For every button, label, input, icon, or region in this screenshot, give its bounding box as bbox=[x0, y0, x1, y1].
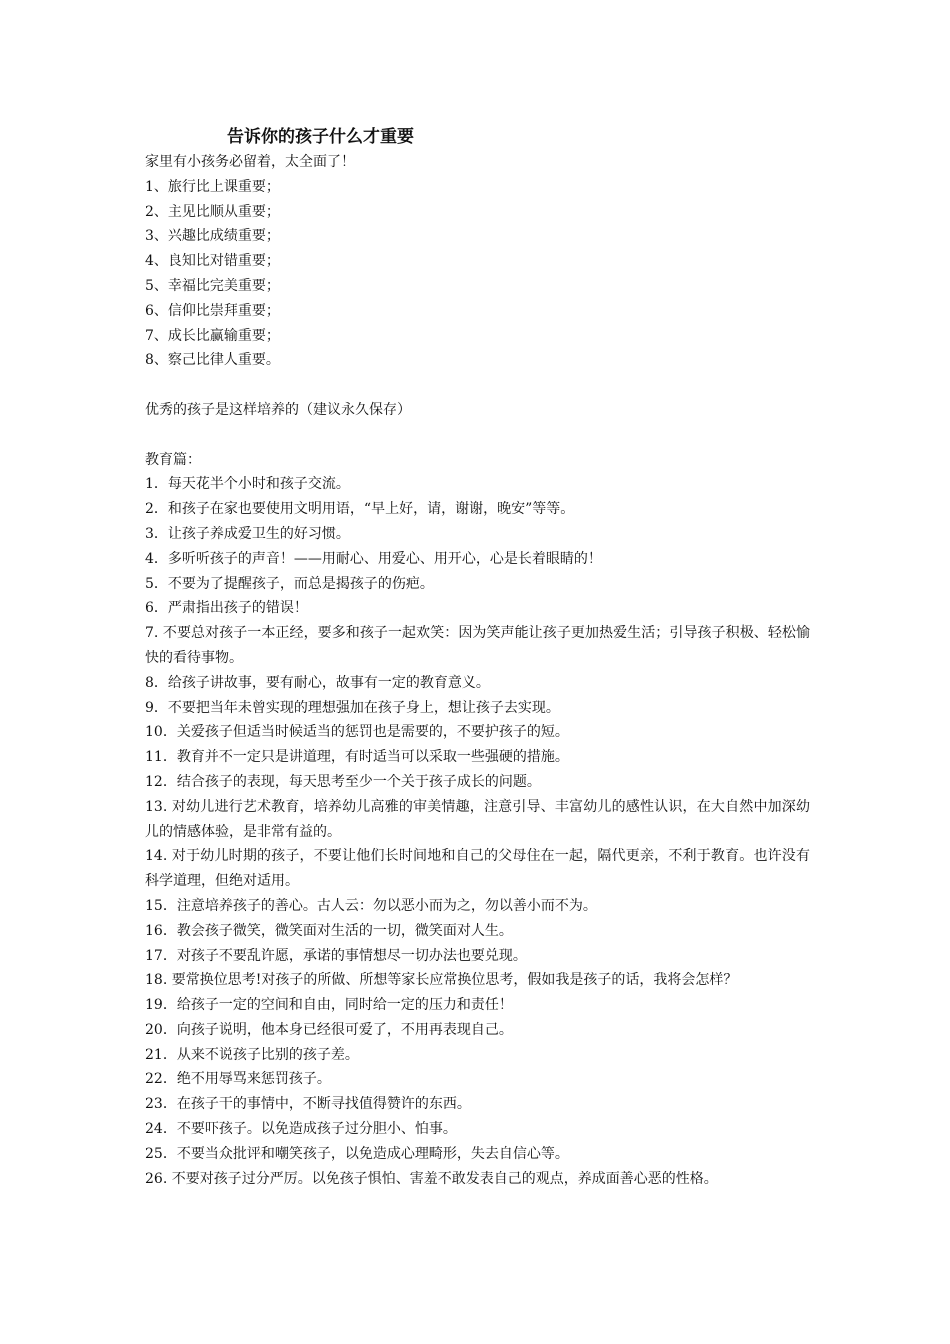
education-item: 3．让孩子养成爱卫生的好习惯。 bbox=[145, 525, 350, 542]
blank-line bbox=[145, 373, 810, 398]
education-item: 21．从来不说孩子比别的孩子差。 bbox=[145, 1046, 359, 1063]
priority-item: 5、幸福比完美重要； bbox=[145, 277, 280, 294]
education-item: 13. 对幼儿进行艺术教育，培养幼儿高雅的审美情趣，注意引导、丰富幼儿的感性认识，在大自然中加深幼儿的情感体验，是非常有益的。 bbox=[145, 798, 810, 840]
education-heading: 教育篇： bbox=[145, 451, 201, 468]
education-item: 15．注意培养孩子的善心。古人云：勿以恶小而为之，勿以善小而不为。 bbox=[145, 897, 597, 914]
priority-item: 8、察己比律人重要。 bbox=[145, 352, 280, 369]
document-title: 告诉你的孩子什么才重要 bbox=[227, 127, 414, 147]
education-item: 26. 不要对孩子过分严厉。以免孩子惧怕、害羞不敢发表自己的观点，养成面善心恶的性格。 bbox=[145, 1170, 718, 1187]
priority-item: 3、兴趣比成绩重要； bbox=[145, 228, 280, 245]
education-item: 24．不要吓孩子。以免造成孩子过分胆小、怕事。 bbox=[145, 1121, 457, 1138]
section-heading: 优秀的孩子是这样培养的（建议永久保存） bbox=[145, 401, 411, 418]
blank-line bbox=[145, 423, 810, 448]
education-item: 11．教育并不一定只是讲道理，有时适当可以采取一些强硬的措施。 bbox=[145, 749, 569, 766]
education-item: 20．向孩子说明，他本身已经很可爱了，不用再表现自己。 bbox=[145, 1021, 513, 1038]
education-item: 10．关爱孩子但适当时候适当的惩罚也是需要的，不要护孩子的短。 bbox=[145, 724, 569, 741]
education-item: 19．给孩子一定的空间和自由，同时给一定的压力和责任！ bbox=[145, 997, 513, 1014]
education-item: 7. 不要总对孩子一本正经，要多和孩子一起欢笑：因为笑声能让孩子更加热爱生活；引导孩子积极、轻松愉快的看待事物。 bbox=[145, 625, 810, 666]
education-item: 6．严肃指出孩子的错误！ bbox=[145, 600, 308, 617]
education-item: 17．对孩子不要乱许愿，承诺的事情想尽一切办法也要兑现。 bbox=[145, 947, 527, 964]
education-item: 14. 对于幼儿时期的孩子，不要让他们长时间地和自己的父母住在一起，隔代更亲，不利于教育。也许没有科学道理，但绝对适用。 bbox=[145, 848, 810, 890]
education-item: 22．绝不用辱骂来惩罚孩子。 bbox=[145, 1071, 331, 1088]
priority-item: 1、旅行比上课重要； bbox=[145, 178, 280, 195]
priority-item: 2、主见比顺从重要； bbox=[145, 203, 280, 220]
intro-text: 家里有小孩务必留着，太全面了！ bbox=[145, 154, 355, 170]
education-item: 5．不要为了提醒孩子，而总是揭孩子的伤疤。 bbox=[145, 575, 434, 592]
education-item: 12．结合孩子的表现，每天思考至少一个关于孩子成长的问题。 bbox=[145, 773, 541, 790]
priority-item: 7、成长比赢输重要； bbox=[145, 327, 280, 344]
priority-item: 4、良知比对错重要； bbox=[145, 253, 280, 270]
education-item: 18. 要常换位思考!对孩子的所做、所想等家长应常换位思考，假如我是孩子的话，我将会怎样？ bbox=[145, 972, 738, 989]
priorities-list bbox=[145, 175, 810, 373]
education-item: 2．和孩子在家也要使用文明用语，“早上好，请，谢谢，晚安”等等。 bbox=[145, 501, 575, 518]
education-item: 4．多听听孩子的声音！——用耐心、用爱心、用开心，心是长着眼睛的！ bbox=[145, 550, 602, 567]
education-item: 23．在孩子干的事情中，不断寻找值得赞许的东西。 bbox=[145, 1096, 471, 1113]
education-item: 16．教会孩子微笑，微笑面对生活的一切，微笑面对人生。 bbox=[145, 922, 513, 939]
document-page bbox=[145, 124, 810, 1191]
priority-item: 6、信仰比崇拜重要； bbox=[145, 302, 280, 319]
education-list bbox=[145, 472, 810, 1191]
education-item: 25．不要当众批评和嘲笑孩子，以免造成心理畸形，失去自信心等。 bbox=[145, 1145, 569, 1162]
education-item: 8．给孩子讲故事，要有耐心，故事有一定的教育意义。 bbox=[145, 674, 490, 691]
education-item: 1．每天花半个小时和孩子交流。 bbox=[145, 476, 350, 493]
education-item: 9．不要把当年未曾实现的理想强加在孩子身上，想让孩子去实现。 bbox=[145, 699, 560, 716]
